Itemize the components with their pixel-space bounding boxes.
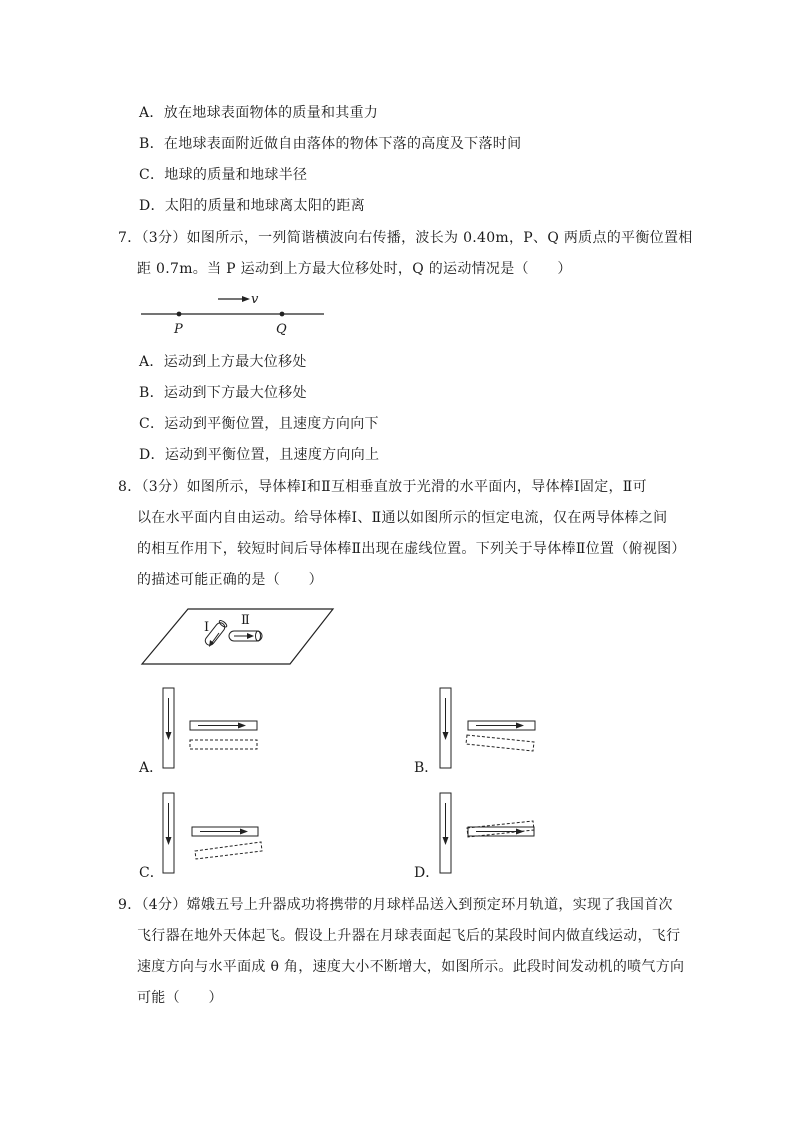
q8-rod-2-label: Ⅱ [241, 613, 250, 628]
q9-stem-line-4: 可能（ ） [137, 990, 223, 1006]
q8-stem-line-2: 以在水平面内自由运动。给导体棒Ⅰ、Ⅱ通以如图所示的恒定电流，仅在两导体棒之间 [137, 510, 668, 526]
q7-option-a: A．运动到上方最大位移处 [139, 354, 307, 370]
q7-stem-line-2: 距 0.7m。当 P 运动到上方最大位移处时，Q 的运动情况是（ ） [137, 261, 572, 277]
q9-stem-line-2: 飞行器在地外天体起飞。假设上升器在月球表面起飞后的某段时间内做直线运动，飞行 [137, 928, 681, 944]
q8-stem-line-4: 的描述可能正确的是（ ） [137, 572, 323, 588]
q7-point-p-label: P [174, 322, 183, 337]
q7-option-b: B．运动到下方最大位移处 [139, 385, 307, 401]
q6-option-a: A．放在地球表面物体的质量和其重力 [139, 105, 379, 121]
q9-stem-line-3: 速度方向与水平面成 θ 角，速度大小不断增大，如图所示。此段时间发动机的喷气方向 [137, 959, 685, 975]
q6-option-c: C．地球的质量和地球半径 [139, 167, 308, 183]
q7-point-q-label: Q [276, 322, 287, 337]
q8-stem-line-1: 8．（3分）如图所示，导体棒Ⅰ和Ⅱ互相垂直放于光滑的水平面内，导体棒Ⅰ固定，Ⅱ可 [118, 479, 647, 495]
q8-option-d-label: D． [414, 865, 440, 881]
q8-stem-line-3: 的相互作用下，较短时间后导体棒Ⅱ出现在虚线位置。下列关于导体棒Ⅱ位置（俯视图） [137, 541, 686, 557]
q7-option-c: C．运动到平衡位置，且速度方向向下 [139, 416, 379, 432]
q8-option-b-label: B． [414, 760, 439, 776]
q6-option-d: D．太阳的质量和地球离太阳的距离 [139, 198, 366, 214]
q7-velocity-label: v [251, 292, 259, 307]
q6-option-b: B．在地球表面附近做自由落体的物体下落的高度及下落时间 [139, 136, 522, 152]
q7-option-d: D．运动到平衡位置，且速度方向向上 [139, 447, 380, 463]
q9-stem-line-1: 9．（4分）嫦娥五号上升器成功将携带的月球样品送入到预定环月轨道，实现了我国首次 [118, 897, 673, 913]
q8-option-c-label: C． [139, 865, 164, 881]
q8-option-a-label: A． [139, 760, 164, 776]
q7-stem-line-1: 7．（3分）如图所示，一列简谐横波向右传播，波长为 0.40m，P、Q 两质点的平衡位置相 [118, 230, 693, 246]
q8-rod-1-label: Ⅰ [204, 620, 210, 635]
